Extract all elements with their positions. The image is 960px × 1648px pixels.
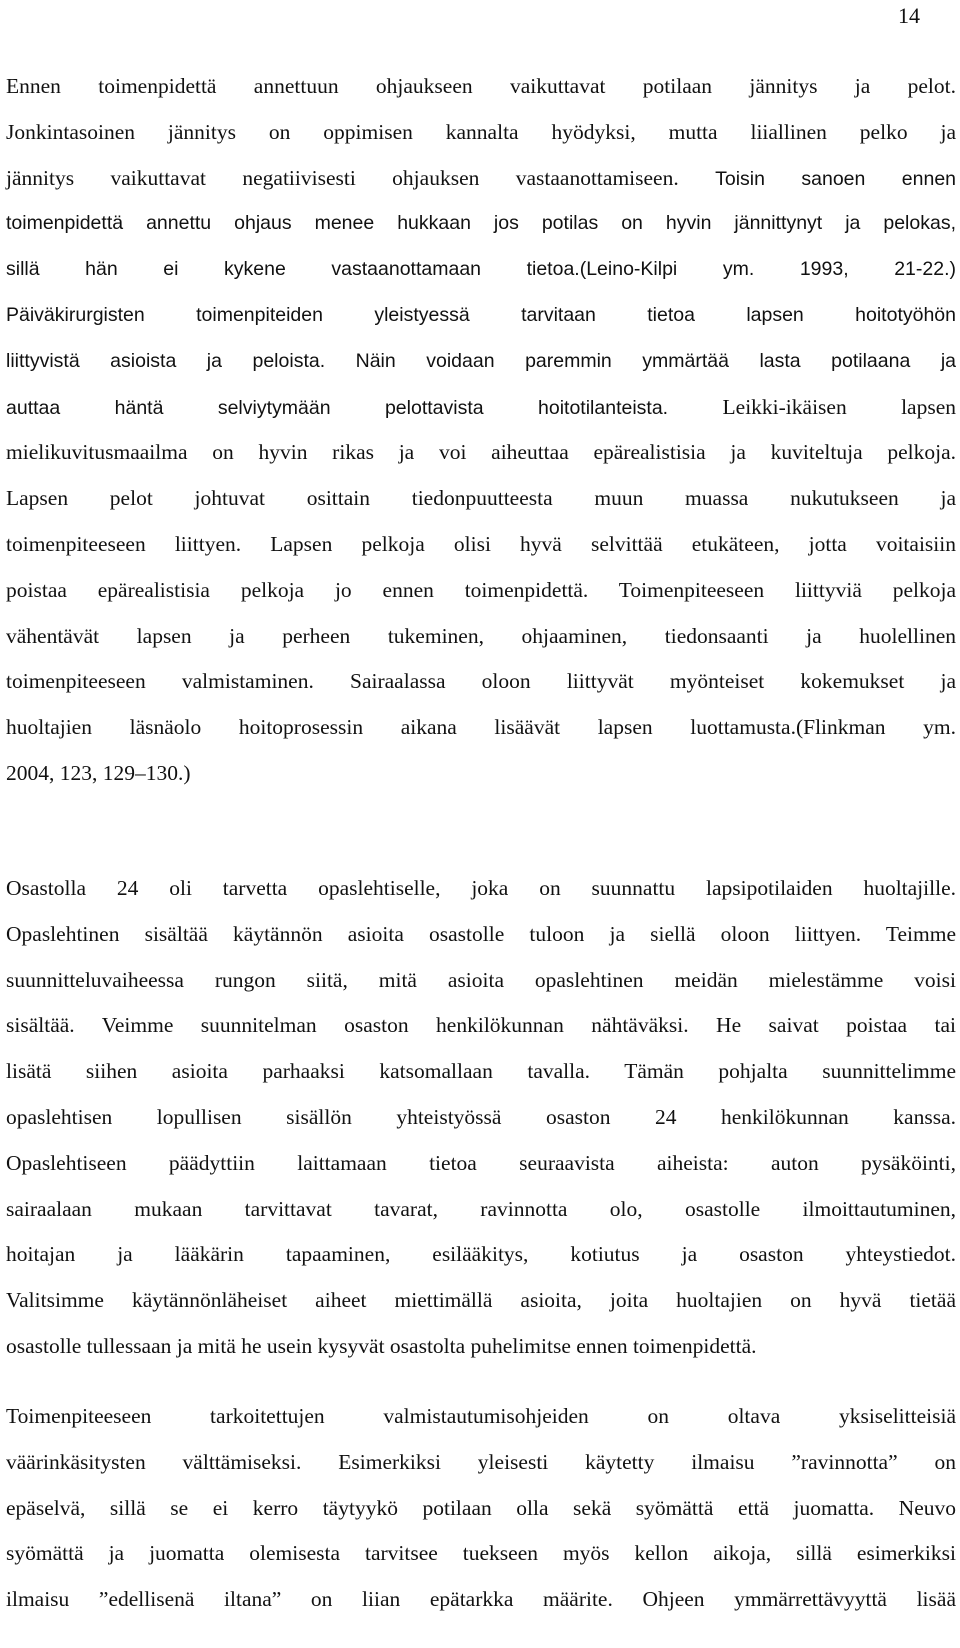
paragraph-1 <box>6 64 956 797</box>
text-line: suunnitteluvaiheessa rungon siitä, mitä asioita opaslehtinen meidän mielestämme voisi <box>6 967 956 992</box>
paragraph-2 <box>6 866 956 1370</box>
text-line <box>6 385 956 431</box>
text-line: Opaslehtiseen päädyttiin laittamaan tietoa seuraavista aiheista: auton pysäköinti, <box>6 1150 956 1175</box>
text-line: Osastolla 24 oli tarvetta opaslehtiselle, joka on suunnattu lapsipotilaiden huoltajille. <box>6 876 956 900</box>
text-line: lisätä siihen asioita parhaaksi katsomallaan tavalla. Tämän pohjalta suunnittelimme <box>6 1059 956 1084</box>
text-line: osastolle tullessaan ja mitä he usein kysyvät osastolta puhelimitse ennen toimenpidettä. <box>6 1333 757 1358</box>
text-line: toimenpiteeseen liittyen. Lapsen pelkoja olisi hyvä selvittää etukäteen, jotta voitaisiin <box>6 531 956 556</box>
text-line <box>6 156 956 202</box>
text-line: Toimenpiteeseen tarkoitettujen valmistautumisohjeiden on oltava yksiselitteisiä <box>6 1404 956 1428</box>
text-line: Ennen toimenpidettä annettuun ohjaukseen vaikuttavat potilaan jännitys ja pelot. <box>6 74 956 98</box>
text-segment: Toisin sanoen ennen <box>715 167 957 190</box>
text-segment: jännitys vaikuttavat negatiivisesti ohjauksen vastaanottamiseen. <box>6 165 716 190</box>
text-line: Valitsimme käytännönläheiset aiheet miettimällä asioita, joita huoltajien on hyvä tietää <box>6 1288 956 1313</box>
text-line: mielikuvitusmaailma on hyvin rikas ja voi aiheuttaa epärealistisia ja kuviteltuja pelkoja. <box>6 440 956 465</box>
text-line: Päiväkirurgisten toimenpiteiden yleistyessä tarvitaan tietoa lapsen hoitotyöhön <box>6 303 956 326</box>
text-segment: Leikki-ikäisen lapsen <box>722 394 956 419</box>
text-segment: auttaa häntä selviytymään pelottavista hoitotilanteista. <box>6 396 723 419</box>
text-line: syömättä ja juomatta olemisesta tarvitsee tuekseen myös kellon aikoja, sillä esimerkiksi <box>6 1541 956 1566</box>
text-line: toimenpiteeseen valmistaminen. Sairaalassa oloon liittyvät myönteiset kokemukset ja <box>6 669 956 694</box>
text-line: toimenpidettä annettu ohjaus menee hukkaan jos potilas on hyvin jännittynyt ja pelokas, <box>6 212 956 235</box>
text-line: väärinkäsitysten välttämiseksi. Esimerkiksi yleisesti käytetty ilmaisu ”ravinnotta” on <box>6 1449 956 1474</box>
text-line: poistaa epärealistisia pelkoja jo ennen toimenpidettä. Toimenpiteeseen liittyviä pelkoja <box>6 577 956 602</box>
text-line: 2004, 123, 129–130.) <box>6 760 191 785</box>
text-line: vähentävät lapsen ja perheen tukeminen, ohjaaminen, tiedonsaanti ja huolellinen <box>6 623 956 648</box>
text-line: Jonkintasoinen jännitys on oppimisen kannalta hyödyksi, mutta liiallinen pelko ja <box>6 119 956 144</box>
text-line: sairaalaan mukaan tarvittavat tavarat, ravinnotta olo, osastolle ilmoittautuminen, <box>6 1196 956 1221</box>
text-line: opaslehtisen lopullisen sisällön yhteistyössä osaston 24 henkilökunnan kanssa. <box>6 1104 956 1129</box>
text-line: sisältää. Veimme suunnitelman osaston henkilökunnan nähtäväksi. He saivat poistaa tai <box>6 1013 956 1038</box>
paragraph-3 <box>6 1394 956 1623</box>
text-line: huoltajien läsnäolo hoitoprosessin aikana lisäävät lapsen luottamusta.(Flinkman ym. <box>6 715 956 740</box>
text-line: sillä hän ei kykene vastaanottamaan tietoa.(Leino-Kilpi ym. 1993, 21-22.) <box>6 258 956 281</box>
text-line: liittyvistä asioista ja peloista. Näin voidaan paremmin ymmärtää lasta potilaana ja <box>6 349 956 372</box>
text-line: ilmaisu ”edellisenä iltana” on liian epätarkka määrite. Ohjeen ymmärrettävyyttä lisää <box>6 1587 956 1612</box>
text-line: hoitajan ja lääkärin tapaaminen, esilääkitys, kotiutus ja osaston yhteystiedot. <box>6 1242 956 1267</box>
text-line: Opaslehtinen sisältää käytännön asioita osastolle tuloon ja siellä oloon liittyen. Teimme <box>6 921 956 946</box>
text-line: epäselvä, sillä se ei kerro täytyykö potilaan olla sekä syömättä että juomatta. Neuvo <box>6 1495 956 1520</box>
text-line: Lapsen pelot johtuvat osittain tiedonpuutteesta muun muassa nukutukseen ja <box>6 486 956 511</box>
page-number: 14 <box>898 3 920 28</box>
